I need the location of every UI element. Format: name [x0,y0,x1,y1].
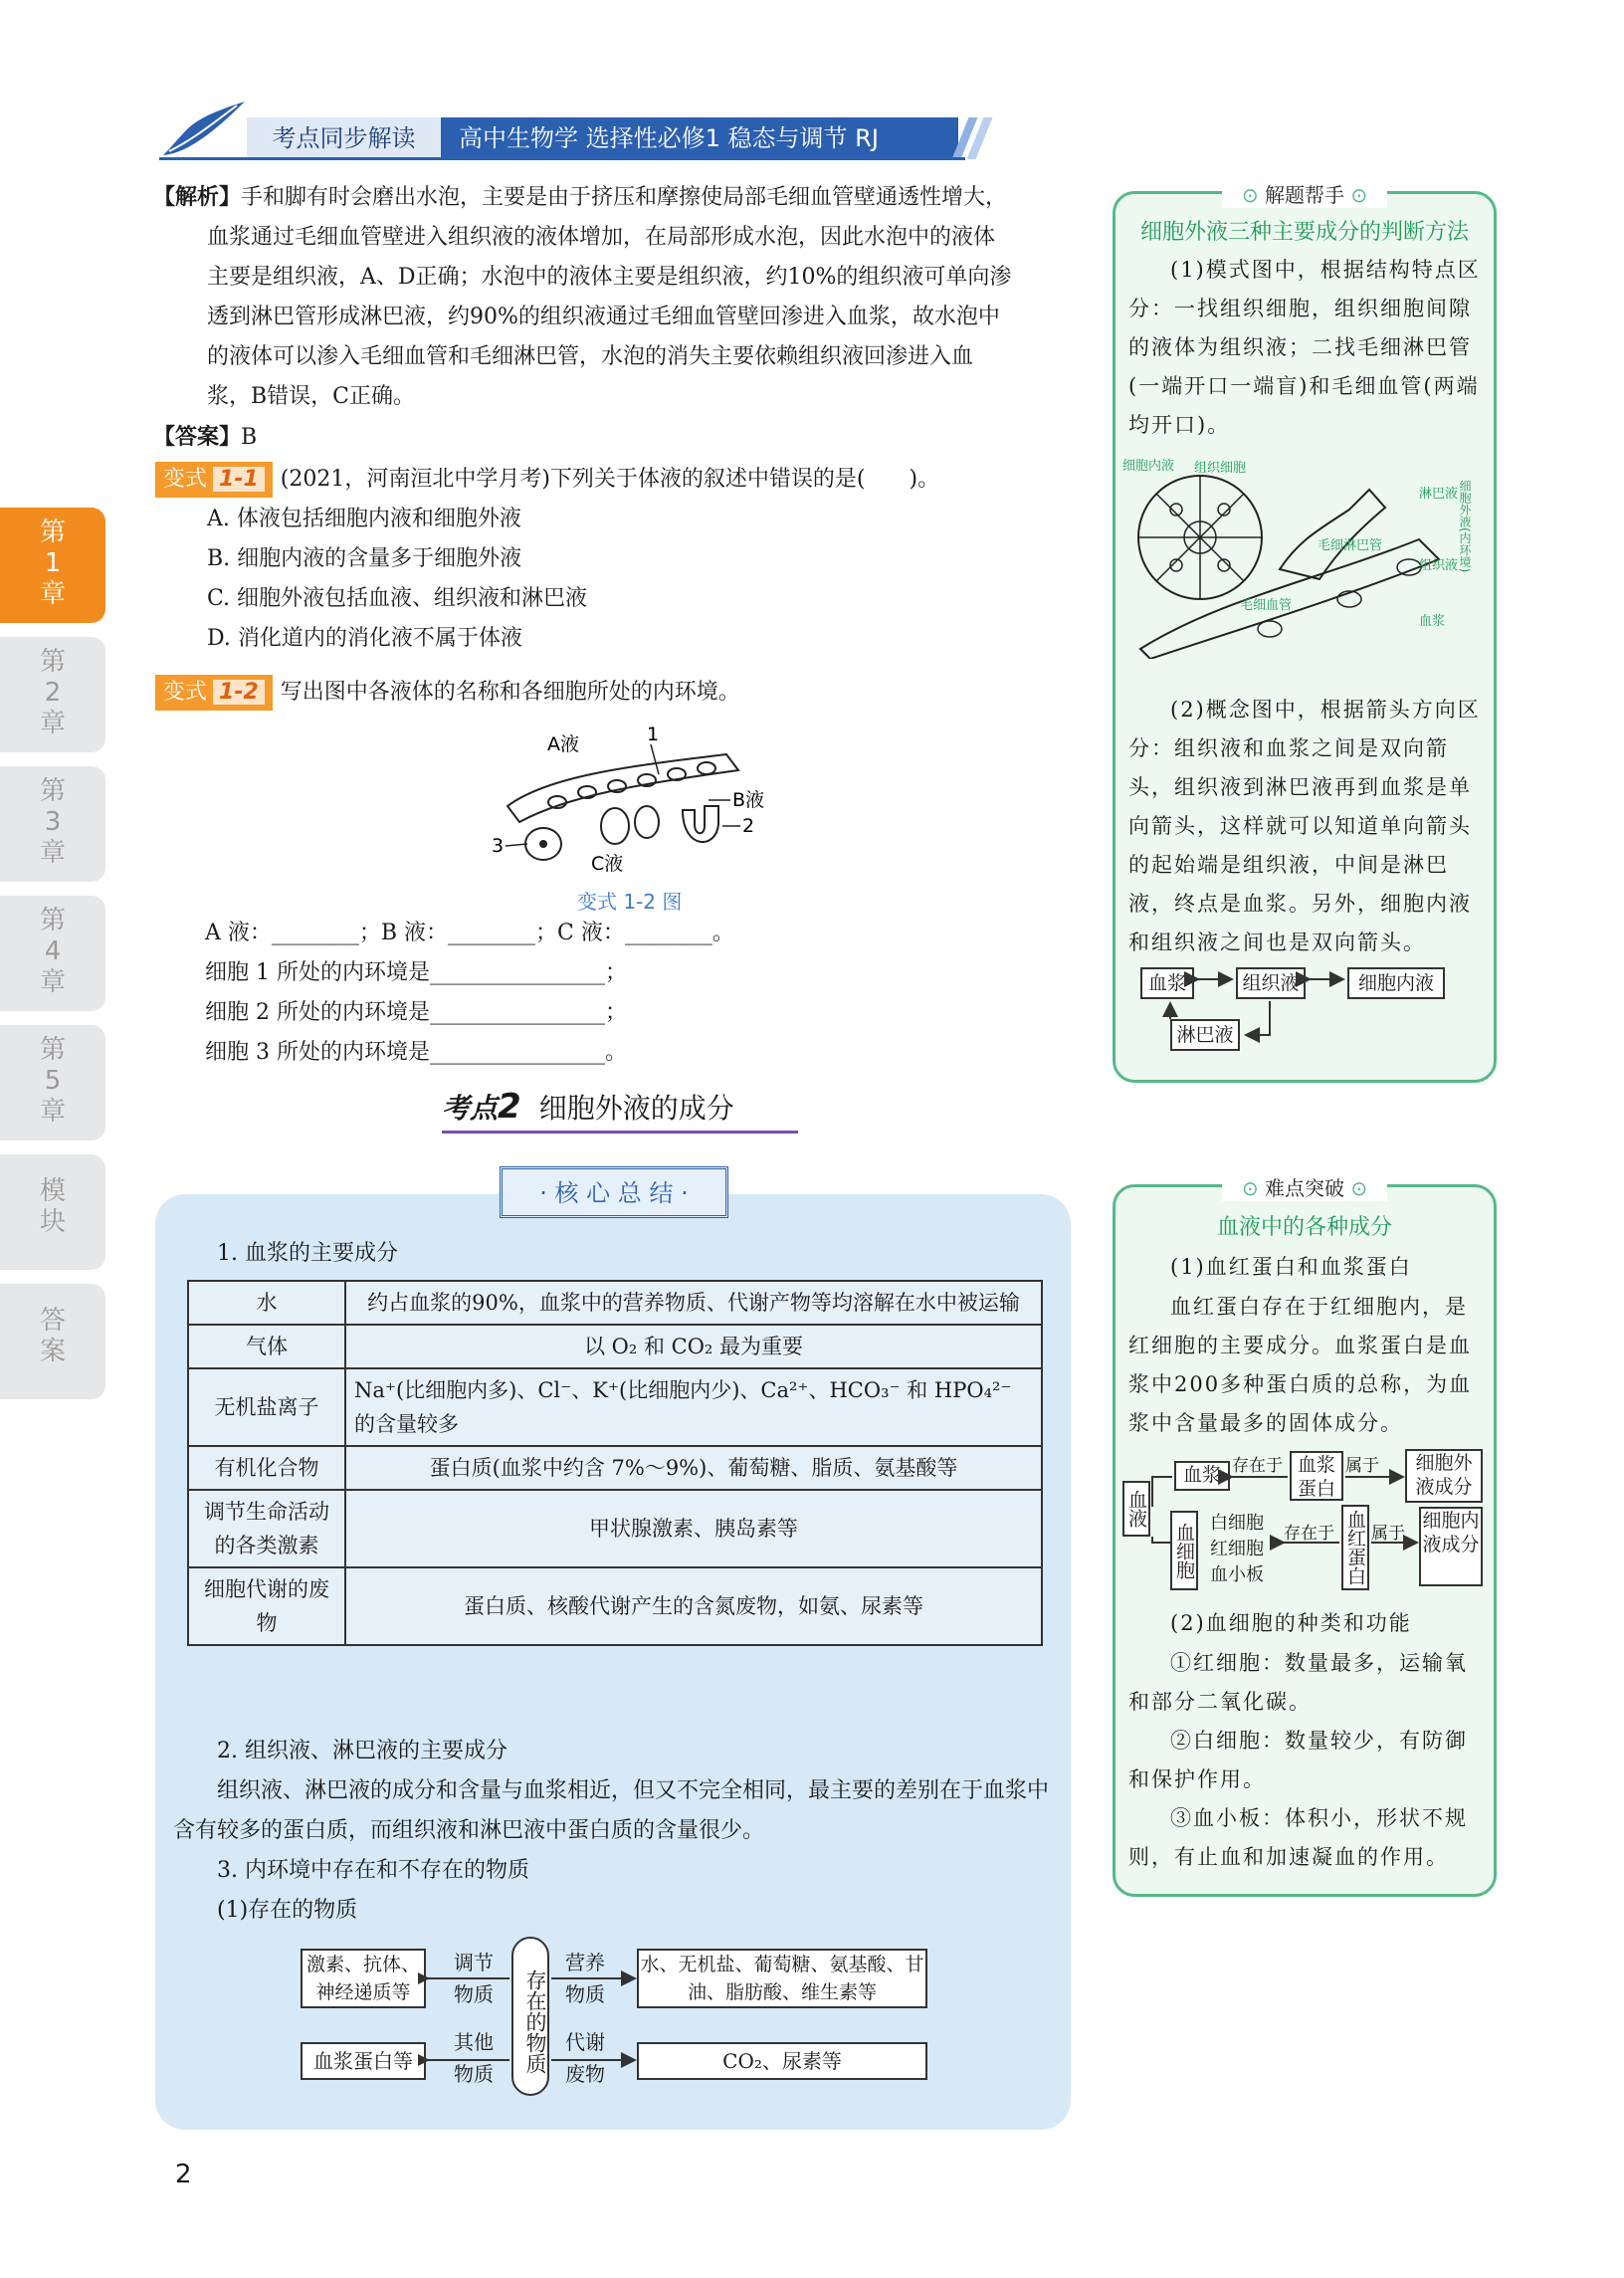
table-row: 有机化合物 蛋白质(血浆中约含 7%～9%)、葡萄糖、脂质、氨基酸等 [188,1446,1042,1490]
analysis-line: 浆，B错误，C正确。 [207,384,416,409]
d-rbc: 红细胞 [1210,1539,1264,1559]
fig-label-b: B液 [732,789,765,811]
fig-tissue-cell: 组织细胞 [1194,461,1247,476]
helper-head: ⊙ 解题帮手 ⊙ [1222,179,1387,208]
core-badge: · 核 心 总 结 · [500,1166,728,1218]
difficulty-head: ⊙ 难点突破 ⊙ [1222,1172,1387,1201]
flow-right-bot: CO₂、尿素等 [637,2042,927,2080]
difficulty-p2h: (2)血细胞的种类和功能 [1170,1611,1412,1635]
table-row: 无机盐离子 Na⁺(比细胞内多)、Cl⁻、K⁺(比细胞内少)、Ca²⁺、HCO₃⁻ 和 HPO₄²⁻ 的含量较多 [188,1368,1042,1446]
d-belong1: 属于 [1345,1456,1379,1476]
core-h3: 3. 内环境中存在和不存在的物质 [217,1858,529,1883]
variant-tag: 变式 1-1 [155,462,273,498]
flow-center: 存在的物质 [511,1937,549,2096]
d-hb: 血红蛋白 [1341,1505,1369,1590]
header-section: 考点同步解读 [247,117,441,159]
helper-figure [1120,450,1491,659]
difficulty-p1h: (1)血红蛋白和血浆蛋白 [1170,1255,1412,1279]
fig-lymph: 淋巴液 [1419,487,1459,502]
blanks [205,914,902,1073]
helper-diag-arrows [1134,961,1453,1057]
table-row: 调节生命活动的各类激素 甲状腺激素、胰岛素等 [188,1490,1042,1567]
option-d: D. 消化道内的消化液不属于体液 [207,626,522,651]
flow-label: 代谢 废物 [565,2030,605,2086]
fig-label-c: C液 [591,853,624,875]
tab-answers[interactable]: 答 案 [0,1284,105,1399]
analysis-line: 的液体可以渗入毛细血管和毛细淋巴管，水泡的消失主要依赖组织液回渗进入血 [207,344,974,369]
fig-capillary: 毛细血管 [1240,598,1293,613]
header-rule [159,157,965,160]
variant-tag: 变式 1-2 [155,675,273,711]
header-course: 高中生物学 选择性必修1 稳态与调节 RJ [441,117,958,159]
blank-line[interactable]: A 液：________；B 液：________；C 液：________。 [205,921,734,945]
core-h3a: (1)存在的物质 [217,1898,358,1923]
d-exist1: 存在于 [1232,1456,1283,1476]
diag-plasma: 血浆 [1140,967,1194,999]
d-icf: 细胞内液成分 [1419,1507,1483,1586]
helper-p2: (2)概念图中，根据箭头方向区分：组织液和血浆之间是双向箭头，组织液到淋巴液再到血浆是单向箭头，这样就可以知道单向箭头的起始端是组织液，中间是淋巴液，终点是血浆。另外，细胞内液和组织液之间也是双向箭头。 [1128,698,1481,954]
fig-label-a: A液 [547,733,579,755]
helper-title: 细胞外液三种主要成分的判断方法 [1139,220,1469,245]
analysis-block [153,177,1079,458]
core-p2: 组织液、淋巴液的成分和含量与血浆相近，但又不完全相同，最主要的差别在于血浆中含有较多的蛋白质，而组织液和淋巴液中蛋白质的含量很少。 [173,1778,1050,1843]
variant-1-1 [155,460,1081,659]
flow-left-top: 激素、抗体、神经递质等 [301,1949,426,2008]
page-number: 2 [175,2160,192,2189]
plasma-table [187,1280,1043,1646]
helper-p1: (1)模式图中，根据结构特点区分：一找组织细胞，组织细胞间隙的液体为组织液；二找毛细淋巴管(一端开口一端盲)和毛细血管(两端均开口)。 [1128,258,1481,437]
core-h1: 1. 血浆的主要成分 [217,1241,398,1266]
difficulty-items [1128,1644,1483,1877]
diag-lymph: 淋巴液 [1170,1019,1240,1051]
option-c: C. 细胞外液包括血液、组织液和淋巴液 [207,586,588,611]
option-a: A. 体液包括细胞内液和细胞外液 [207,507,521,531]
d-plasma: 血浆 [1174,1461,1230,1491]
fig-ecf: 细胞外液(内环境) [1458,480,1472,573]
answer-label: 【答案】 [153,424,242,450]
fig-plasma: 血浆 [1419,614,1446,629]
d-ecf: 细胞外液成分 [1405,1449,1483,1503]
logo-icon [157,96,253,163]
list-item: ②白细胞：数量较少，有防御和保护作用。 [1128,1729,1468,1791]
tab-chapter-2[interactable]: 第 2 章 [0,637,105,752]
flow-arrows [418,1951,647,2100]
diag-tissue: 组织液 [1236,967,1306,999]
analysis-line: 透到淋巴管形成淋巴液，约90%的组织液通过毛细血管壁回渗进入血浆，故水泡中 [207,305,1000,329]
difficulty-p1: 血红蛋白存在于红细胞内，是红细胞的主要成分。血浆蛋白是血浆中200多种蛋白质的总称，为血浆中含量最多的固体成分。 [1128,1295,1473,1435]
flow-left-bot: 血浆蛋白等 [301,2042,426,2080]
d-blood-cell: 血细胞 [1170,1511,1198,1590]
d-platelet: 血小板 [1210,1564,1264,1585]
answer-value: B [241,425,258,450]
fig-label-3: 3 [492,835,505,857]
variant-1-2 [155,673,1081,713]
blank-line[interactable]: 细胞 2 所处的内环境是________________； [205,1000,627,1025]
variant-figure [488,726,806,876]
fig-cell-fluid: 细胞内液 [1122,459,1175,474]
tab-chapter-1[interactable]: 第 1 章 [0,508,105,623]
section-heading: 考点2 细胞外液的成分 [442,1087,798,1134]
list-item: ③血小板：体积小，形状不规则，有止血和加速凝血的作用。 [1128,1806,1468,1869]
variant-question: (2021，河南洹北中学月考)下列关于体液的叙述中错误的是( )。 [280,467,940,492]
d-wbc: 白细胞 [1210,1513,1264,1534]
blank-line[interactable]: 细胞 3 所处的内环境是________________。 [205,1040,627,1065]
variant-question: 写出图中各液体的名称和各细胞所处的内环境。 [280,680,740,705]
table-row: 气体 以 O₂ 和 CO₂ 最为重要 [188,1325,1042,1368]
tab-chapter-4[interactable]: 第 4 章 [0,896,105,1011]
tab-chapter-5[interactable]: 第 5 章 [0,1025,105,1140]
analysis-line: 主要是组织液，A、D正确；水泡中的液体主要是组织液，约10%的组织液可单向渗 [207,265,1012,290]
analysis-line: 血浆通过毛细血管壁进入组织液的液体增加，在局部形成水泡，因此水泡中的液体 [207,225,996,250]
d-plasma-protein: 血浆蛋白 [1290,1451,1343,1501]
table-row: 水 约占血浆的90%，血浆中的营养物质、代谢产物等均溶解在水中被运输 [188,1281,1042,1325]
flow-label: 营养 物质 [565,1951,605,2006]
d-blood: 血液 [1122,1481,1150,1537]
option-b: B. 细胞内液的含量多于细胞外液 [207,546,522,571]
analysis-label: 【解析】 [153,184,242,210]
plasma-table-wrap [187,1280,1043,1646]
fig-label-1: 1 [647,726,660,745]
core-h2: 2. 组织液、淋巴液的主要成分 [217,1739,508,1763]
list-item: ①红细胞：数量最多，运输氧和部分二氧化碳。 [1128,1651,1468,1714]
tab-chapter-3[interactable]: 第 3 章 [0,766,105,882]
blank-line[interactable]: 细胞 1 所处的内环境是________________； [205,960,627,985]
difficulty-title: 血液中的各种成分 [1216,1215,1392,1240]
diag-intra: 细胞内液 [1347,967,1445,999]
analysis-line: 手和脚有时会磨出水泡，主要是由于挤压和摩擦使局部毛细血管壁通透性增大， [241,185,1008,210]
flow-right-top: 水、无机盐、葡萄糖、氨基酸、甘油、脂肪酸、维生素等 [637,1949,927,2008]
d-belong2: 属于 [1371,1524,1405,1544]
flow-label: 调节 物质 [454,1951,494,2006]
d-exist2: 存在于 [1284,1524,1334,1544]
fig-label-2: 2 [742,815,755,837]
flow-label: 其他 物质 [454,2030,494,2086]
tab-module[interactable]: 模 块 [0,1154,105,1270]
difficulty-diag-arrows [1144,1463,1493,1592]
fig-lymph-vessel: 毛细淋巴管 [1318,538,1383,553]
figure-caption: 变式 1-2 图 [577,890,683,914]
fig-tissue-fluid: 组织液 [1419,558,1459,573]
table-row: 细胞代谢的废物 蛋白质、核酸代谢产生的含氮废物，如氨、尿素等 [188,1567,1042,1645]
